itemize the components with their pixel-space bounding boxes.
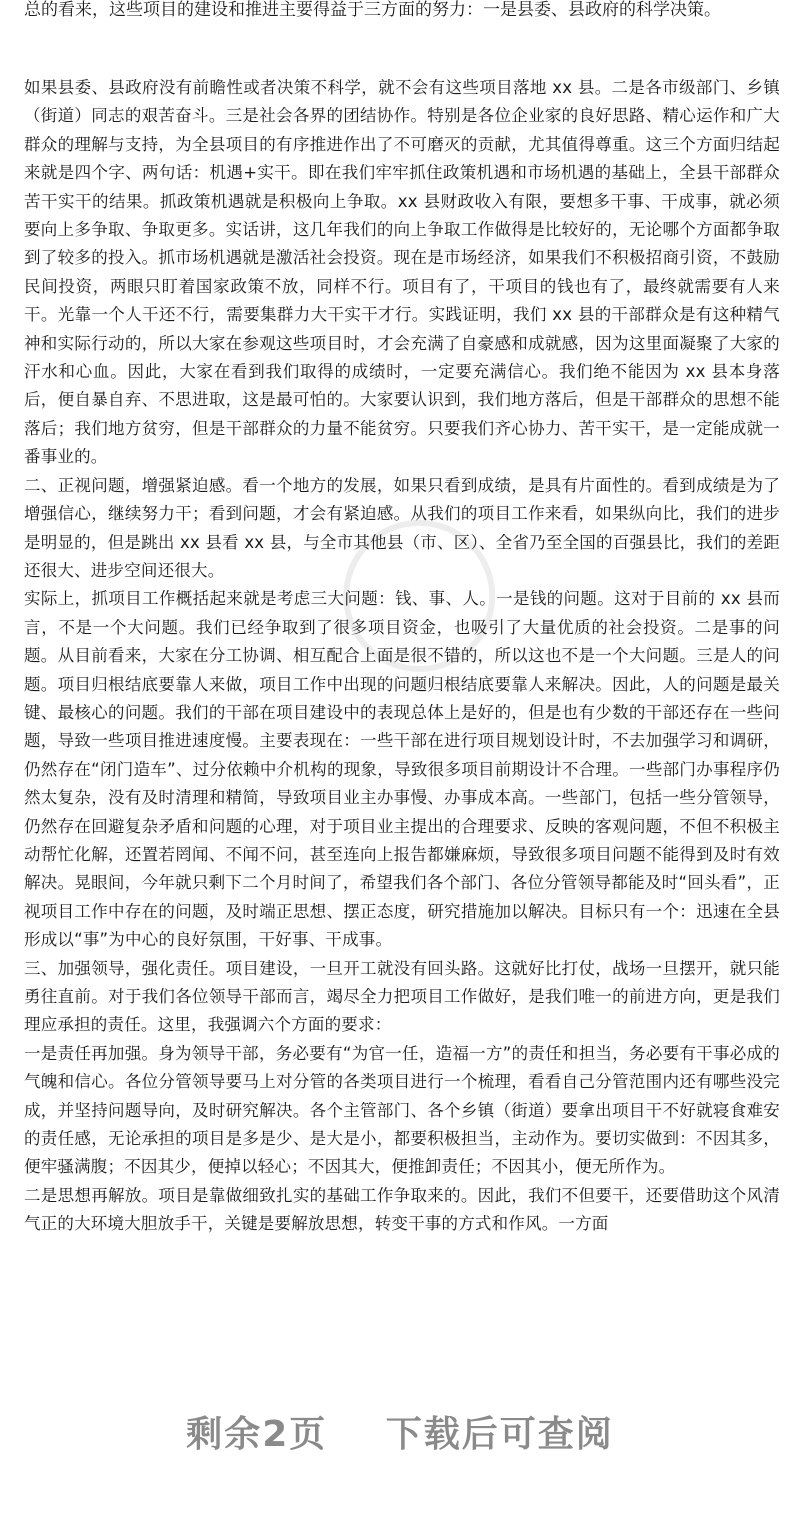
paragraph-2: 二、正视问题，增强紧迫感。看一个地方的发展，如果只看到成绩，是具有片面性的。看到成绩是为了增强信心，继续努力干；看到问题，才会有紧迫感。从我们的项目工作来看，如果纵向比，我们的进步是明显的，但是跳出 xx 县看 xx 县，与全市其他县（市、区）、全省乃至全国的百强县比，我们的差距还很大、进步空间还很大。 (24, 475, 780, 580)
paragraph-5: 一是责任再加强。身为领导干部，务必要有“为官一任，造福一方”的责任和担当，务必要有干事必成的气魄和信心。各位分管领导要马上对分管的各类项目进行一个梳理，看看自己分管范围内还有哪些没完成，并坚持问题导向，及时研究解决。各个主管部门、各个乡镇（街道）要拿出项目干不好就寝食难安的责任感，无论承担的项目是多是少、是大是小，都要积极担当，主动作为。要切实做到：不因其多，便牢骚满腹；不因其少，便掉以轻心；不因其大，便推卸责任；不因其小，便无所作为。 (24, 1043, 780, 1177)
paragraph-4: 三、加强领导，强化责任。项目建设，一旦开工就没有回头路。这就好比打仗，战场一旦摆开，就只能勇往直前。对于我们各位领导干部而言，竭尽全力把项目工作做好，是我们唯一的前进方向，更是我们理应承担的责任。这里，我强调六个方面的要求： (24, 958, 780, 1035)
document-body (24, 74, 780, 1239)
remaining-pages-label: 剩余2页 (186, 1414, 328, 1455)
paragraph-3: 实际上，抓项目工作概括起来就是考虑三大问题：钱、事、人。一是钱的问题。这对于目前的 xx 县而言，不是一个大问题。我们已经争取到了很多项目资金，也吸引了大量优质的社会投资。二是事的问题。从目前看来，大家在分工协调、相互配合上面是很不错的，所以这也不是一个大问题。三是人的问题。项目归根结底要靠人来做，项目工作中出现的问题归根结底要靠人来解决。因此，人的问题是最关键、最核心的问题。我们的干部在项目建设中的表现总体上是好的，但是也有少数的干部还存在一些问题，导致一些项目推进速度慢。主要表现在：一些干部在进行项目规划设计时，不去加强学习和调研，仍然存在“闭门造车”、过分依赖中介机构的现象，导致很多项目前期设计不合理。一些部门办事程序仍然太复杂，没有及时清理和精简，导致项目业主办事慢、办事成本高。一些部门，包括一些分管领导，仍然存在回避复杂矛盾和问题的心理，对于项目业主提出的合理要求、反映的客观问题，不但不积极主动帮忙化解，还置若罔闻、不闻不问，甚至连向上报告都嫌麻烦，导致很多项目问题不能得到及时有效解决。晃眼间，今年就只剩下二个月时间了，希望我们各个部门、各位分管领导都能及时“回头看”，正视项目工作中存在的问题，及时端正思想、摆正态度，研究措施加以解决。目标只有一个：迅速在全县形成以“事”为中心的良好氛围，干好事、干成事。 (24, 589, 780, 950)
document-top-line: 总的看来，这些项目的建设和推进主要得益于三方面的努力：一是县委、县政府的科学决策。 (24, 0, 721, 20)
download-banner[interactable] (0, 1395, 800, 1475)
paragraph-1: 如果县委、县政府没有前瞻性或者决策不科学，就不会有这些项目落地 xx 县。二是各市级部门、乡镇（街道）同志的艰苦奋斗。三是社会各界的团结协作。特别是各位企业家的良好思路、精心运作和广大群众的理解与支持，为全县项目的有序推进作出了不可磨灭的贡献，尤其值得尊重。这三个方面归结起来就是四个字、两句话：机遇+实干。即在我们牢牢抓住政策机遇和市场机遇的基础上，全县干部群众苦干实干的结果。抓政策机遇就是积极向上争取。xx 县财政收入有限，要想多干事、干成事，就必须要向上多争取、争取更多。实话讲，这几年我们的向上争取工作做得是比较好的，无论哪个方面都争取到了较多的投入。抓市场机遇就是激活社会投资。现在是市场经济，如果我们不积极招商引资，不鼓励民间投资，两眼只盯着国家政策不放，同样不行。项目有了，干项目的钱也有了，最终就需要有人来干。光靠一个人干还不行，需要集群力大干实干才行。实践证明，我们 xx 县的干部群众是有这种精气神和实际行动的，所以大家在参观这些项目时，才会充满了自豪感和成就感，因为这里面凝聚了大家的汗水和心血。因此，大家在看到我们取得的成绩时，一定要充满信心。我们绝不能因为 xx 县本身落后，便自暴自弃、不思进取，这是最可怕的。大家要认识到，我们地方落后，但是干部群众的思想不能落后；我们地方贫穷，但是干部群众的力量不能贫穷。只要我们齐心协力、苦干实干，是一定能成就一番事业的。 (24, 78, 780, 467)
download-hint-label[interactable]: 下载后可查阅 (385, 1414, 614, 1455)
paragraph-6: 二是思想再解放。项目是靠做细致扎实的基础工作争取来的。因此，我们不但要干，还要借助这个风清气正的大环境大胆放手干，关键是要解放思想，转变干事的方式和作风。一方面 (24, 1185, 780, 1234)
